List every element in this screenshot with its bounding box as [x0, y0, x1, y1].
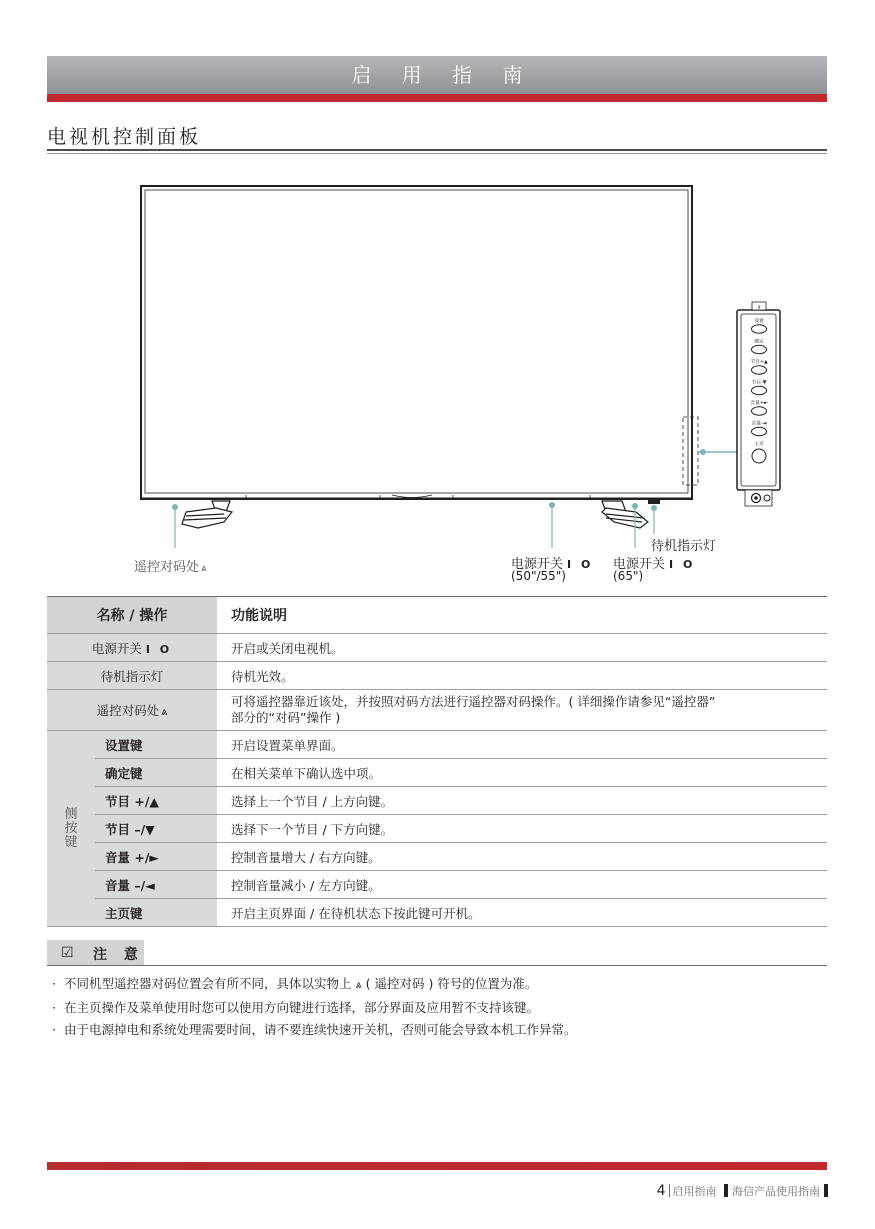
table-row — [47, 871, 827, 899]
note-title: 注 意 — [93, 947, 144, 963]
checkbox-pen-icon: ☑ — [61, 945, 74, 961]
side-keys-group-label: 侧 按 键 — [47, 731, 95, 927]
power-b-callout-dot — [632, 503, 638, 509]
pairing-symbol-icon: ⩓ — [201, 563, 207, 574]
row-name: 遥控对码处 ⩓ — [47, 690, 217, 731]
tv-screen — [145, 190, 688, 493]
row-desc: 控制音量增大 / 右方向键。 — [217, 843, 827, 871]
side-key-button — [752, 345, 767, 353]
row-desc: 控制音量减小 / 左方向键。 — [217, 871, 827, 899]
row-desc: 开启或关闭电视机。 — [217, 634, 827, 662]
row-name: 主页键 — [95, 899, 217, 927]
row-desc: 选择上一个节目 / 上方向键。 — [217, 787, 827, 815]
table-row — [47, 662, 827, 690]
row-name: 设置键 — [95, 731, 217, 759]
row-desc: 可将遥控器靠近该处，并按照对码方法进行遥控器对码操作。( 详细操作请参见“遥控器” 部分的“对码”操作 ) — [217, 690, 827, 731]
row-desc: 选择下一个节目 / 下方向键。 — [217, 815, 827, 843]
footer-manual: 海信产品使用指南 — [732, 1185, 820, 1198]
note-item: · 在主页操作及菜单使用时您可以使用方向键进行选择，部分界面及应用暂不支持该键。 — [52, 999, 539, 1015]
side-key-button — [752, 325, 767, 333]
page-number: 4 — [656, 1183, 666, 1199]
side-key-button — [752, 366, 767, 374]
power-a-callout-dot — [549, 502, 555, 508]
row-name: 确定键 — [95, 759, 217, 787]
row-name: 节目 +/▲ — [95, 787, 217, 815]
pairing-symbol-icon: ⩓ — [355, 978, 362, 991]
side-key-label: 节目+▲ — [750, 360, 768, 365]
table-header-name: 名称 / 操作 — [47, 597, 217, 634]
side-key-label: 主页 — [754, 442, 764, 447]
standby-callout-dot — [651, 505, 657, 511]
footer — [657, 1183, 828, 1199]
power-symbol-icon: I O — [145, 642, 173, 656]
row-name: 电源开关 I O — [47, 634, 217, 662]
control-panel-table — [47, 596, 827, 927]
pairing-callout-dot — [172, 504, 178, 510]
notes-list — [52, 973, 576, 1042]
side-key-label: 设置 — [754, 319, 764, 324]
table-header-row — [47, 597, 827, 634]
row-desc: 开启主页界面 / 在待机状态下按此键可开机。 — [217, 899, 827, 927]
table-row — [47, 787, 827, 815]
table-row — [47, 731, 827, 759]
power-symbol-icon: I O — [567, 558, 594, 571]
power-symbol-icon: I O — [669, 558, 696, 571]
side-key-label: 音量+► — [750, 401, 768, 406]
note-tab — [47, 940, 144, 965]
row-name: 待机指示灯 — [47, 662, 217, 690]
row-name: 音量 +/► — [95, 843, 217, 871]
side-key-button — [752, 427, 767, 435]
table-row — [47, 634, 827, 662]
row-name: 音量 –/◄ — [95, 871, 217, 899]
table-row — [47, 899, 827, 927]
row-name: 节目 –/▼ — [95, 815, 217, 843]
side-key-label: 确定 — [754, 339, 764, 345]
side-key-button — [752, 449, 766, 463]
side-key-label: 音量-◄ — [751, 421, 767, 427]
tv-stand-right — [602, 501, 648, 528]
note-rule — [47, 965, 827, 966]
power-switch-label-a: 电源开关 I O — [511, 557, 594, 572]
footer-chapter: 启用指南 — [672, 1185, 717, 1198]
power-switch-label-b: 电源开关 I O — [613, 557, 696, 572]
table-row — [47, 843, 827, 871]
table-header-function: 功能说明 — [217, 597, 827, 634]
standby-light-label: 待机指示灯 — [651, 539, 717, 554]
side-key-connector-dot — [700, 449, 706, 455]
svg-text:a: a — [757, 304, 761, 311]
table-row — [47, 690, 827, 731]
row-desc: 开启设置菜单界面。 — [217, 731, 827, 759]
note-item: · 由于电源掉电和系统处理需要时间，请不要连续快速开关机，否则可能会导致本机工作异常。 — [52, 1022, 577, 1037]
section-title: 电视机控制面板 — [47, 126, 202, 148]
pairing-symbol-icon: ⩓ — [161, 705, 168, 718]
table-row — [47, 759, 827, 787]
footer-accent-bar — [47, 1162, 827, 1170]
table-row — [47, 815, 827, 843]
side-key-button — [752, 407, 767, 415]
row-desc: 待机光效。 — [217, 662, 827, 690]
tv-panel-diagram — [0, 0, 875, 600]
side-key-button — [752, 386, 767, 394]
note-item: · 不同机型遥控器对码位置会有所不同，具体以实物上 ⩓ ( 遥控对码 ) 符号的位置为准。 — [52, 976, 538, 991]
chapter-title: 启 用 指 南 — [351, 63, 535, 87]
standby-led-housing — [648, 499, 660, 504]
power-switch-models-a: (50"/55") — [511, 569, 566, 583]
power-switch-models-b: (65") — [613, 569, 644, 583]
tv-stand-left — [182, 501, 232, 528]
row-desc: 在相关菜单下确认选中项。 — [217, 759, 827, 787]
pairing-label: 遥控对码处 ⩓ — [134, 560, 207, 575]
side-key-label: 节目-▼ — [751, 380, 767, 386]
